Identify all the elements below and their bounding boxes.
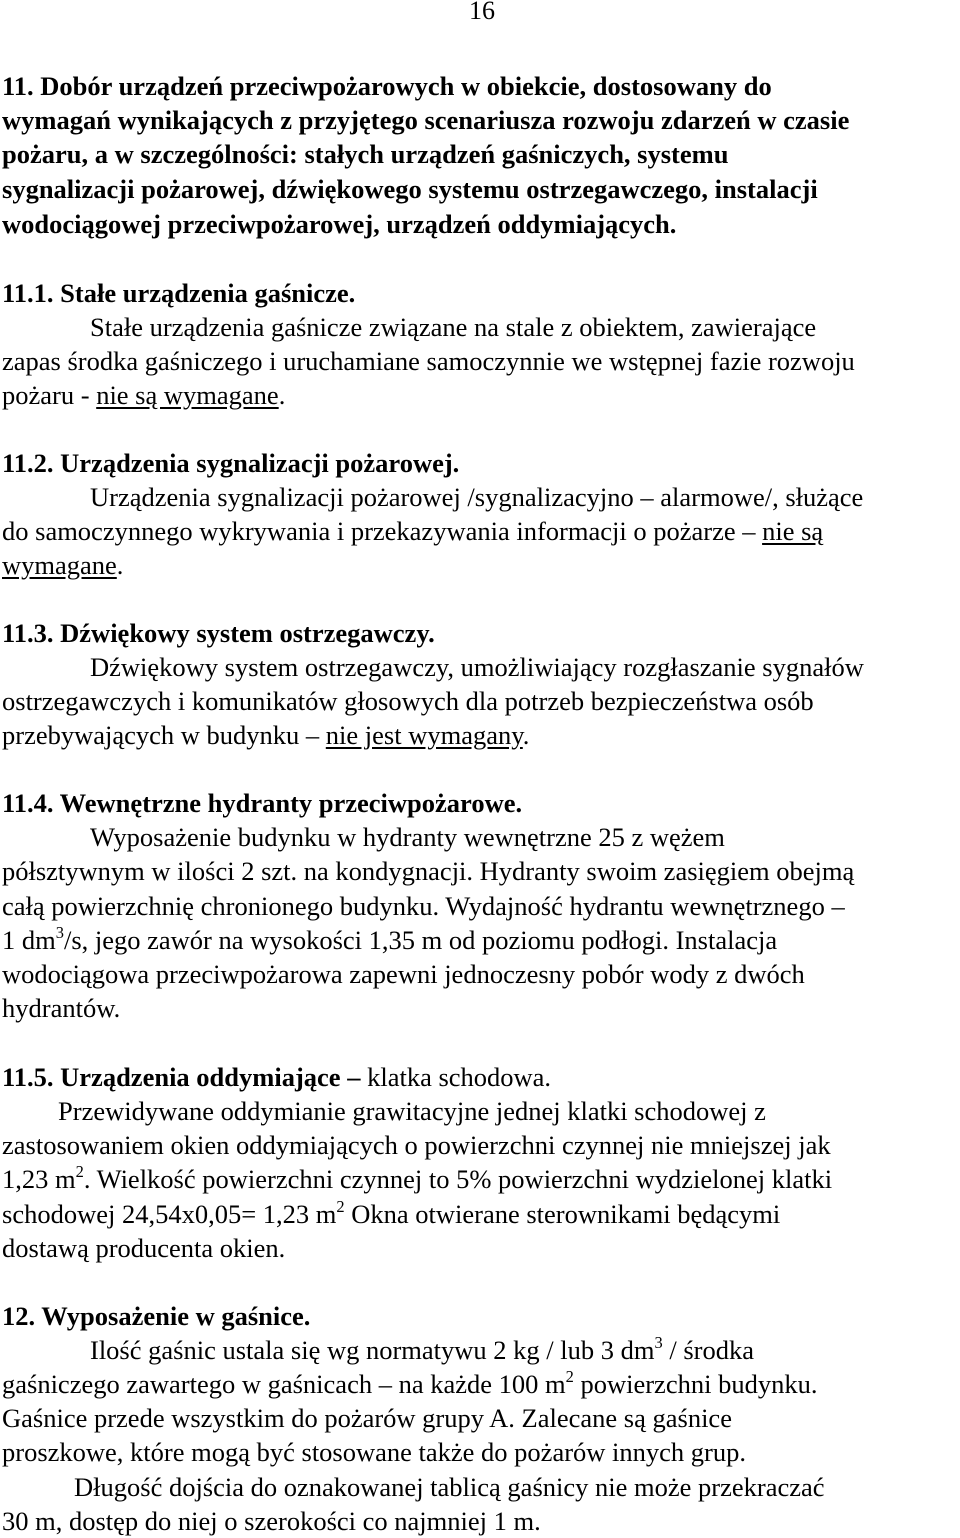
underlined-text: nie są — [762, 516, 824, 546]
paragraph-line — [90, 1334, 754, 1366]
section-heading: 11.2. Urządzenia sygnalizacji pożarowej. — [2, 448, 460, 478]
text: do samoczynnego wykrywania i przekazywania informacji o pożarze – — [2, 516, 763, 546]
section-heading: 11.4. Wewnętrzne hydranty przeciwpożarowe. — [2, 788, 523, 818]
heading-line: wodociągowej przeciwpożarowej, urządzeń oddymiających. — [2, 209, 677, 239]
section-heading: 11.3. Dźwiękowy system ostrzegawczy. — [2, 618, 435, 648]
text: gaśniczego zawartego w gaśnicach – na każde 100 m — [2, 1369, 566, 1399]
paragraph-line: wodociągowa przeciwpożarowa zapewni jednoczesny pobór wody z dwóch — [2, 959, 805, 989]
page-number: 16 — [469, 0, 495, 25]
heading-line: pożaru, a w szczególności: stałych urządzeń gaśniczych, systemu — [2, 139, 729, 169]
paragraph-line — [2, 719, 529, 751]
heading-line: 11. Dobór urządzeń przeciwpożarowych w obiekcie, dostosowany do — [2, 71, 772, 101]
superscript: 2 — [565, 1366, 574, 1386]
paragraph-line — [2, 549, 123, 581]
paragraph-line: Przewidywane oddymianie grawitacyjne jednej klatki schodowej z — [58, 1096, 766, 1126]
paragraph-line — [2, 1163, 832, 1195]
section-heading — [2, 1061, 551, 1093]
paragraph-line — [2, 1368, 817, 1400]
section-heading: 11.1. Stałe urządzenia gaśnicze. — [2, 278, 356, 308]
heading-line: sygnalizacji pożarowej, dźwiękowego systemu ostrzegawczego, instalacji — [2, 174, 818, 204]
superscript: 2 — [336, 1196, 345, 1216]
paragraph-line: ostrzegawczych i komunikatów głosowych dla potrzeb bezpieczeństwa osób — [2, 686, 814, 716]
text: Ilość gaśnic ustala się wg normatywu 2 kg / lub 3 dm — [90, 1335, 655, 1365]
paragraph-line: całą powierzchnię chronionego budynku. Wydajność hydrantu wewnętrznego – — [2, 891, 845, 921]
paragraph-line: Wyposażenie budynku w hydranty wewnętrzne 25 z wężem — [90, 822, 725, 852]
paragraph-line: Gaśnice przede wszystkim do pożarów grupy A. Zalecane są gaśnice — [2, 1403, 732, 1433]
paragraph-line: półsztywnym w ilości 2 szt. na kondygnacji. Hydranty swoim zasięgiem obejmą — [2, 856, 855, 886]
paragraph-line: Stałe urządzenia gaśnicze związane na stale z obiektem, zawierające — [90, 312, 817, 342]
paragraph-line: zastosowaniem okien oddymiających o powierzchni czynnej nie mniejszej jak — [2, 1130, 831, 1160]
underlined-text: wymagane — [2, 550, 117, 580]
text: . Wielkość powierzchni czynnej to 5% powierzchni wydzielonej klatki — [83, 1164, 833, 1194]
section-heading: 12. Wyposażenie w gaśnice. — [2, 1301, 311, 1331]
heading-rest: klatka schodowa. — [360, 1062, 552, 1092]
text: przebywających w budynku – — [2, 720, 326, 750]
paragraph-line: Długość dojścia do oznakowanej tablicą gaśnicy nie może przekraczać — [74, 1472, 825, 1502]
paragraph-line: zapas środka gaśniczego i uruchamiane samoczynnie we wstępnej fazie rozwoju — [2, 346, 855, 376]
paragraph-line — [2, 379, 285, 411]
superscript: 3 — [55, 922, 64, 942]
text: schodowej 24,54x0,05= 1,23 m — [2, 1199, 337, 1229]
paragraph-line: Dźwiękowy system ostrzegawczy, umożliwiający rozgłaszanie sygnałów — [90, 652, 864, 682]
paragraph-line — [2, 924, 777, 956]
text: /s, jego zawór na wysokości 1,35 m od poziomu podłogi. Instalacja — [63, 925, 778, 955]
text: Okna otwierane sterownikami będącymi — [344, 1199, 781, 1229]
underlined-text: nie są wymagane — [96, 380, 279, 410]
paragraph-line: hydrantów. — [2, 993, 121, 1023]
paragraph-line: 30 m, dostęp do niej o szerokości co najmniej 1 m. — [2, 1506, 541, 1536]
paragraph-line — [2, 1198, 780, 1230]
text: pożaru - — [2, 380, 97, 410]
text: . — [116, 550, 124, 580]
underlined-text: nie jest wymagany — [325, 720, 523, 750]
paragraph-line — [2, 515, 823, 547]
text: 1 dm — [2, 925, 56, 955]
paragraph-line: proszkowe, które mogą być stosowane także do pożarów innych grup. — [2, 1437, 746, 1467]
text: / środka — [662, 1335, 754, 1365]
text: . — [522, 720, 530, 750]
text: 1,23 m — [2, 1164, 76, 1194]
superscript: 3 — [654, 1332, 663, 1352]
superscript: 2 — [75, 1161, 84, 1181]
paragraph-line: Urządzenia sygnalizacji pożarowej /sygnalizacyjno – alarmowe/, służące — [90, 482, 864, 512]
heading-bold: 11.5. Urządzenia oddymiające – — [2, 1062, 361, 1092]
text: . — [278, 380, 286, 410]
heading-line: wymagań wynikających z przyjętego scenariusza rozwoju zdarzeń w czasie — [2, 105, 850, 135]
paragraph-line: dostawą producenta okien. — [2, 1233, 286, 1263]
text: powierzchni budynku. — [573, 1369, 818, 1399]
